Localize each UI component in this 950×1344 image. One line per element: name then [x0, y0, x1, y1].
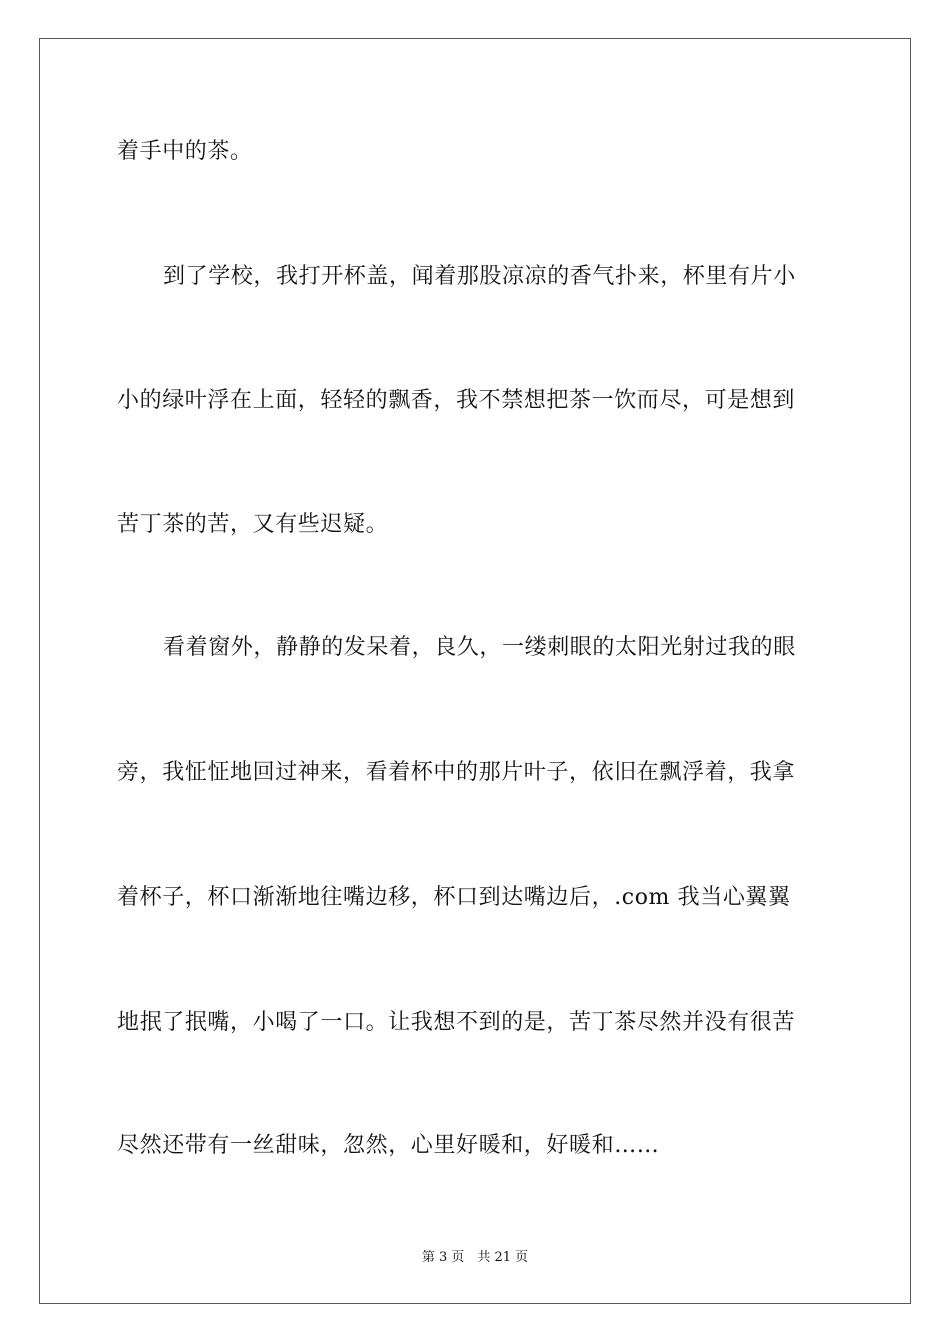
text-line-6: 旁，我怔怔地回过神来，看着杯中的那片叶子，依旧在飘浮着，我拿 [117, 760, 796, 785]
text-line-9: 尽然还带有一丝甜味，忽然，心里好暖和，好暖和…… [117, 1133, 660, 1158]
text-line-1: 着手中的茶。 [117, 139, 253, 164]
text-line-5: 看着窗外，静静的发呆着，良久，一缕刺眼的太阳光射过我的眼 [163, 635, 796, 660]
text-line-4: 苦丁茶的苦，又有些迟疑。 [117, 512, 389, 537]
page-number-footer: 第 3 页 共 21 页 [421, 1250, 529, 1265]
text-line-7: 着杯子，杯口渐渐地往嘴边移，杯口到达嘴边后，.com 我当心翼翼 [117, 885, 791, 910]
page-border [39, 38, 911, 1304]
text-line-2: 到了学校，我打开杯盖，闻着那股凉凉的香气扑来，杯里有片小 [163, 264, 796, 289]
text-line-8: 地抿了抿嘴，小喝了一口。让我想不到的是，苦丁茶尽然并没有很苦 [117, 1010, 796, 1035]
text-line-3: 小的绿叶浮在上面，轻轻的飘香，我不禁想把茶一饮而尽，可是想到 [117, 388, 796, 413]
